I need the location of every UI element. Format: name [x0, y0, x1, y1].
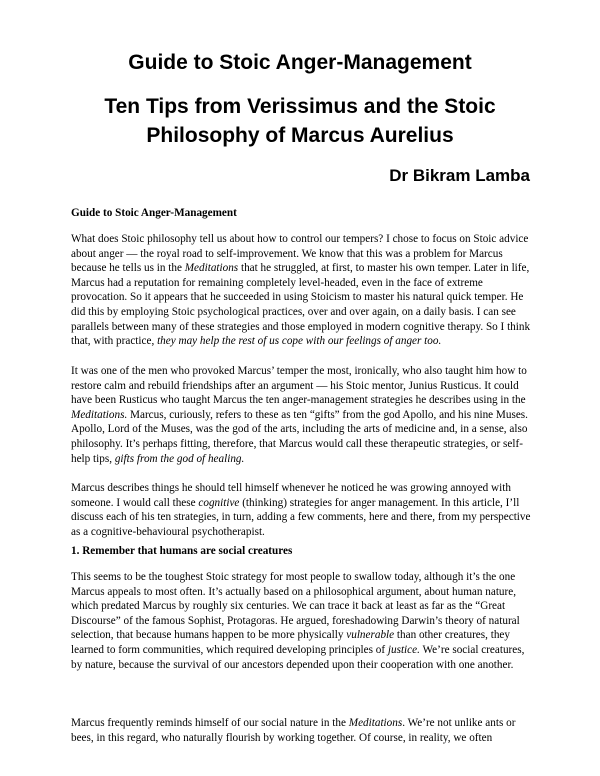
paragraph-2	[71, 364, 533, 466]
paragraph-4	[71, 570, 533, 672]
section-heading: Guide to Stoic Anger-Management	[71, 207, 237, 219]
italic-run: Meditations.	[71, 408, 128, 421]
text-run: (thinking) strategies for anger management. In this article, I’ll discuss each of his ten strategies, in turn, adding a few comments, here and there, from my perspective as a cognitive-behavioural psychotherapist.	[71, 496, 531, 538]
text-run: than other creatures, they learned to form communities, which required developing principles of	[71, 629, 510, 656]
text-run: Marcus, curiously, refers to these as ten “gifts” from the god Apollo, and his nine Muses. Apollo, Lord of the Muses, was the god of the arts, including the arts of medicine and, in a sense, also philosophy. It’s perhaps fitting, therefore, that Marcus would call these therapeutic strategies, or self-help tips,	[71, 408, 528, 465]
tip-1-heading: 1. Remember that humans are social creatures	[71, 545, 293, 557]
italic-run: justice.	[387, 643, 420, 656]
text-run: We’re social creatures, by nature, because the survival of our ancestors depended upon their cooperation with one another.	[71, 643, 525, 671]
paragraph-5	[71, 716, 533, 745]
italic-run: cognitive	[198, 496, 240, 509]
text-run: Marcus describes things he should tell himself whenever he noticed he was growing annoyed with someone. I would call these	[71, 482, 511, 509]
text-run: What does Stoic philosophy tell us about how to control our tempers? I chose to focus on Stoic advice about anger — the royal road to self-improvement. We know that this was a problem for Marcus because he tells us in the	[71, 233, 529, 275]
text-run: . We’re not unlike ants or bees, in this regard, who naturally flourish by working together. Of course, in reality, we often	[71, 717, 516, 744]
title-line-2: Ten Tips from Verissimus and the Stoic	[104, 95, 496, 118]
italic-run: they may help the rest of us cope with our feelings of anger too.	[157, 335, 442, 348]
text-run: It was one of the men who provoked Marcus’ temper the most, ironically, who also taught him how to restore calm and rebuild friendships after an argument — his Stoic mentor, Junius Rusticus. It could have been Rusticus who taught Marcus the ten anger-management strategies he describes using in the	[71, 365, 527, 407]
italic-run: Meditations	[184, 262, 239, 275]
author-name: Dr Bikram Lamba	[389, 166, 530, 185]
italic-run: vulnerable	[346, 629, 395, 642]
text-run: Marcus frequently reminds himself of our social nature in the	[71, 717, 349, 729]
paragraph-3	[71, 481, 533, 539]
text-run: that he struggled, at first, to master his own temper. Later in life, Marcus had a reputation for remaining completely level-headed, even in the face of extreme provocation. So it appears that he succeeded in using Stoicism to master his natural quick temper. He did this by employing Stoic psychological practices, over and over again, on a daily basis. I can see parallels between many of these strategies and those employed in modern cognitive therapy. So I think that, with practice,	[71, 262, 531, 348]
italic-run: Meditations	[348, 717, 403, 729]
italic-run: gifts from the god of healing.	[114, 452, 245, 465]
title-line-1: Guide to Stoic Anger-Management	[128, 51, 472, 74]
paragraph-1	[71, 232, 533, 349]
text-run: This seems to be the toughest Stoic strategy for most people to swallow today, although it’s the one Marcus appeals to most often. It’s actually based on a philosophical argument, about human nature, which predated Marcus by roughly six centuries. We can trace it back at least as far as the “Great Discourse” of the famous Sophist, Protagoras. He argued, foreshadowing Darwin’s theory of natural selection, that because humans happen to be more physically	[71, 571, 520, 642]
title-line-3: Philosophy of Marcus Aurelius	[146, 124, 454, 147]
